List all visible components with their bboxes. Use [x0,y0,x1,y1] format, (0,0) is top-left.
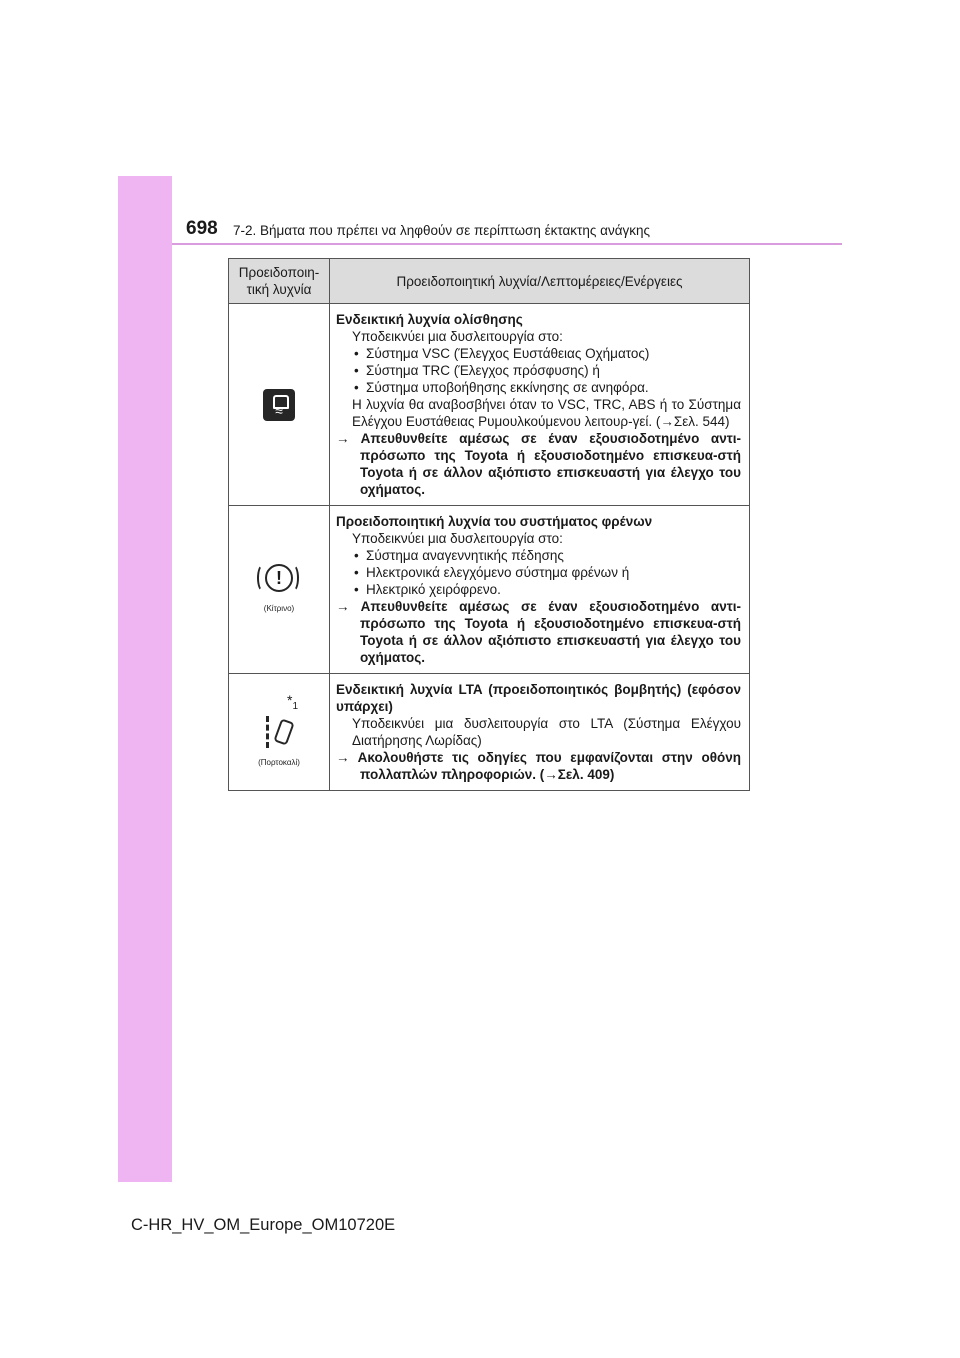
table-row [229,506,750,674]
col-header-details: Προειδοποιητική λυχνία/Λεπτομέρειες/Ενέργειες [330,259,750,304]
header-rule [172,243,842,245]
row-intro: Υποδεικνύει μια δυσλειτουργία στο LTA (Σύστημα Ελέγχου Διατήρησης Λωρίδας) [352,716,741,748]
list-item: • Σύστημα υποβοήθησης εκκίνησης σε ανηφόρα. [336,379,741,396]
footnote-marker: $*_1$ [287,692,299,712]
row-note: Η λυχνία θα αναβοσβήνει όταν το VSC, TRC, ABS ή το Σύστημα Ελέγχου Ευστάθειας Ρυμουλκούμενου λειτουρ-γεί. (→Σελ. 544) [352,397,741,429]
list-item: • Ηλεκτρικό χειρόφρενο. [336,581,741,598]
arrow-icon: → [336,431,350,446]
icon-color-caption: (Κίτρινο) [263,604,295,613]
arrow-icon: → [336,599,350,614]
chapter-title: 7-2. Βήματα που πρέπει να ληφθούν σε περίπτωση έκτακτης ανάγκης [233,223,651,238]
table-row [229,674,750,791]
row-title: Ενδεικτική λυχνία ολίσθησης [336,312,523,327]
list-item: • Ηλεκτρονικά ελεγχόμενο σύστημα φρένων ή [336,564,741,581]
list-item: • Σύστημα VSC (Έλεγχος Ευστάθειας Οχήματος) [336,345,741,362]
lta-indicator-icon [262,716,296,748]
row-title: Προειδοποιητική λυχνία του συστήματος φρένων [336,514,653,529]
row-intro: Υποδεικνύει μια δυσλειτουργία στο: [352,531,563,546]
row-action: → Απευθυνθείτε αμέσως σε έναν εξουσιοδοτημένο αντι-πρόσωπο της Toyota ή εξουσιοδοτημένο επισκευα-στή Toyota ή σε άλλον αξιόπιστο επισκευαστή για έλεγχο του οχήματος. [336,431,741,497]
table-header-row [229,259,750,304]
document-code: C-HR_HV_OM_Europe_OM10720E [131,1216,396,1234]
list-item: • Σύστημα TRC (Έλεγχος πρόσφυσης) ή [336,362,741,379]
table-row [229,304,750,506]
arrow-icon: → [336,750,350,765]
warning-lights-table [228,258,750,791]
list-item: • Σύστημα αναγεννητικής πέδησης [336,547,741,564]
row-intro: Υποδεικνύει μια δυσλειτουργία στο: [352,329,563,344]
chapter-side-tab [118,176,172,1182]
icon-color-caption: (Πορτοκαλί) [258,757,300,767]
col-header-light: Προειδοποιη-τική λυχνία [229,259,330,304]
brake-system-warning-icon: ! [262,562,296,594]
row-action: → Απευθυνθείτε αμέσως σε έναν εξουσιοδοτημένο αντι-πρόσωπο της Toyota ή εξουσιοδοτημένο επισκευα-στή Toyota ή σε άλλον αξιόπιστο επισκευαστή για έλεγχο του οχήματος. [336,599,741,665]
row-action: → Ακολουθήστε τις οδηγίες που εμφανίζονται στην οθόνη πολλαπλών πληροφοριών. (→Σελ. 409) [336,750,741,782]
row-title: Ενδεικτική λυχνία LTA (προειδοποιητικός βομβητής) (εφόσον υπάρχει) [336,682,741,714]
page-number: 698 [186,218,218,239]
slip-indicator-icon [263,389,295,421]
